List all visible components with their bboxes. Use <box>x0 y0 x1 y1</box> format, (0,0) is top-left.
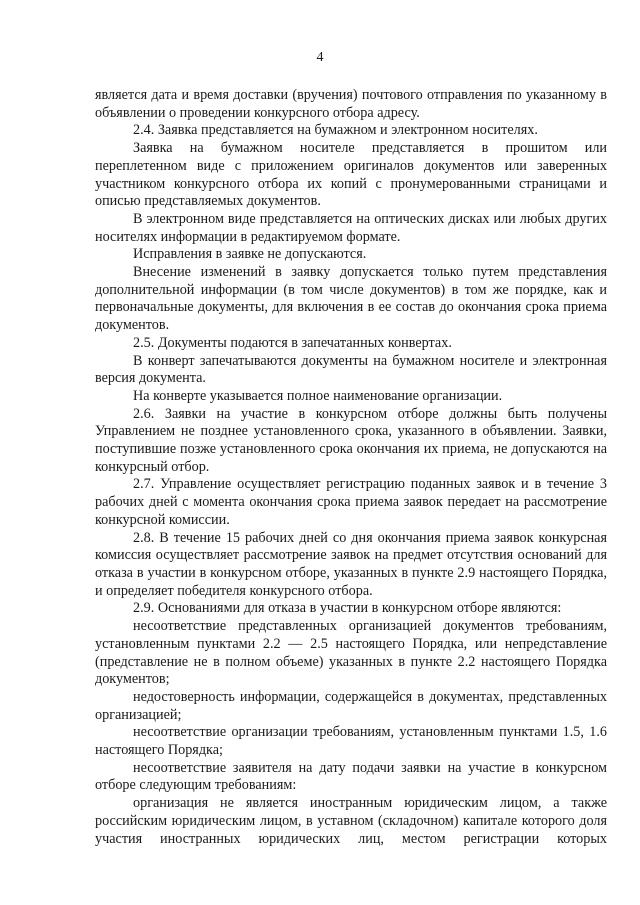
paragraph: На конверте указывается полное наименование организации. <box>133 387 503 404</box>
paragraph: 2.5. Документы подаются в запечатанных конвертах. <box>133 334 452 351</box>
paragraph: Исправления в заявке не допускаются. <box>133 246 367 263</box>
paragraph: 2.8. В течение 15 рабочих дней со дня окончания приема заявок конкурсная комиссия осуществляет рассмотрение заявок на предмет отсутствия оснований для отказа в участии в конкурсном отборе, указанных в пункте 2.9 настоящего Порядка, и определяет победителя конкурсного отбора. <box>95 529 607 599</box>
paragraph: 2.7. Управление осуществляет регистрацию поданных заявок и в течение 3 рабочих дней с момента окончания срока приема заявок передает на рассмотрение конкурсной комиссии. <box>95 476 607 528</box>
paragraph: организация не является иностранным юридическим лицом, а также российским юридическим лицом, в уставном (складочном) капитале которого доля участия иностранных юридических лиц, местом регистрации которых <box>95 795 607 847</box>
paragraph: 2.4. Заявка представляется на бумажном и электронном носителях. <box>133 122 538 139</box>
paragraph: является дата и время доставки (вручения) почтового отправления по указанному в объявлении о проведении конкурсного отбора адресу. <box>95 87 607 121</box>
paragraph: несоответствие представленных организацией документов требованиям, установленным пунктами 2.2 — 2.5 настоящего Порядка, или непредставление (представление не в полном объеме) указанных в пункте 2.2 настоящего Порядка документов; <box>95 618 607 688</box>
page-number: 4 <box>316 50 324 65</box>
paragraph: Заявка на бумажном носителе представляется в прошитом или переплетенном виде с приложением оригиналов документов или заверенных участником конкурсного отбора их копий с пронумерованными страницами и описью представляемых документов. <box>95 140 607 210</box>
paragraph: несоответствие заявителя на дату подачи заявки на участие в конкурсном отборе следующим требованиям: <box>95 759 607 794</box>
paragraph: несоответствие организации требованиям, установленным пунктами 1.5, 1.6 настоящего Порядка; <box>95 724 607 759</box>
paragraph: В конверт запечатываются документы на бумажном носителе и электронная версия документа. <box>95 352 607 387</box>
document-body <box>95 87 607 848</box>
paragraph: 2.9. Основаниями для отказа в участии в конкурсном отборе являются: <box>133 600 562 617</box>
paragraph: недостоверность информации, содержащейся в документах, представленных организацией; <box>95 688 607 723</box>
paragraph: 2.6. Заявки на участие в конкурсном отборе должны быть получены Управлением не позднее установленного срока, указанного в объявлении. Заявки, поступившие позже установленного срока окончания их приема, не допускаются на конкурсный отбор. <box>95 405 607 475</box>
paragraph: Внесение изменений в заявку допускается только путем представления дополнительной информации (в том числе документов) в том же порядке, как и первоначальные документы, для включения в ее состав до окончания срока приема документов. <box>95 264 607 334</box>
paragraph: В электронном виде представляется на оптических дисках или любых других носителях информации в редактируемом формате. <box>95 210 607 245</box>
